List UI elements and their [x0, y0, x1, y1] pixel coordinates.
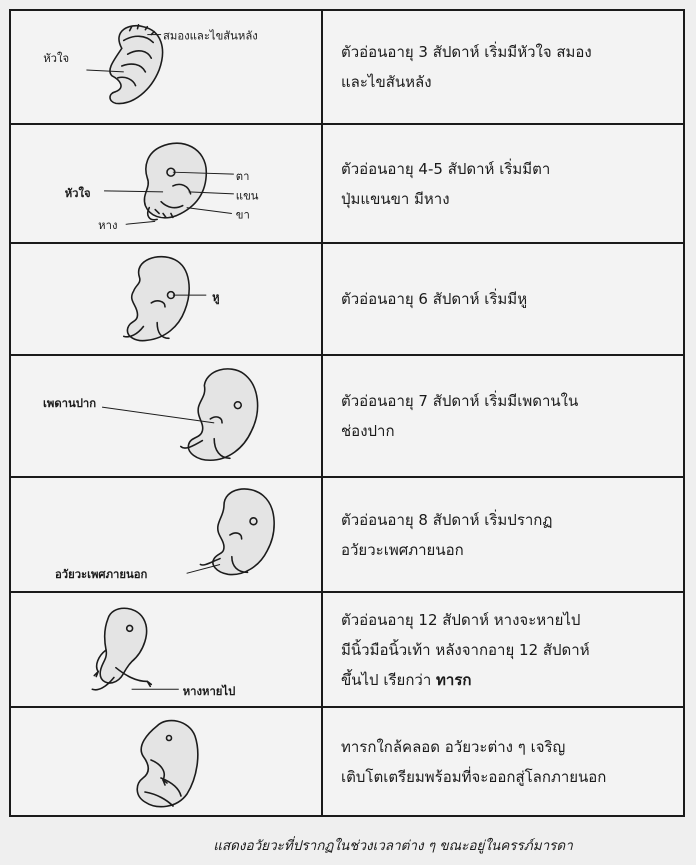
description-line: ตัวอ่อนอายุ 8 สัปดาห์ เริ่มปรากฏ	[341, 510, 553, 529]
table-row	[11, 244, 683, 356]
description-line: ปุ่มแขนขา มีหาง	[341, 189, 450, 208]
description-line: ตัวอ่อนอายุ 4-5 สัปดาห์ เริ่มมีตา	[341, 159, 551, 178]
leg-label: ขา	[235, 208, 250, 222]
row-description	[323, 478, 683, 591]
embryo-3-weeks-illustration	[11, 11, 321, 123]
description-line: และไขสันหลัง	[341, 73, 432, 91]
figure-caption: แสดงอวัยวะที่ปรากฏในช่วงเวลาต่าง ๆ ขณะอยู่ในครรภ์มารดา	[213, 838, 573, 854]
embryo-development-table	[9, 9, 685, 817]
table-row	[11, 11, 683, 125]
description-line: ช่องปาก	[341, 422, 395, 440]
description-line: ตัวอ่อนอายุ 7 สัปดาห์ เริ่มมีเพดานใน	[341, 392, 579, 410]
embryo-12-weeks-illustration	[11, 593, 321, 706]
heart-label: หัวใจ	[64, 186, 91, 200]
description-line: ทารกใกล้คลอด อวัยวะต่าง ๆ เจริญ	[341, 737, 566, 756]
row-description	[323, 593, 683, 706]
tail-disappears-label: หางหายไป	[182, 685, 236, 699]
heart-label: หัวใจ	[43, 52, 70, 66]
embryo-8-weeks-illustration	[11, 478, 321, 591]
description-text: ขึ้นไป เรียกว่า	[341, 670, 432, 689]
row-description	[323, 708, 683, 815]
table-row	[11, 356, 683, 478]
row-description	[323, 125, 683, 242]
arm-label: แขน	[235, 189, 259, 203]
row-description	[323, 356, 683, 476]
description-line: ตัวอ่อนอายุ 3 สัปดาห์ เริ่มมีหัวใจ สมอง	[341, 43, 592, 61]
spinal-cord-label: สมองและไขสันหลัง	[163, 29, 258, 43]
description-line	[341, 665, 683, 695]
genitals-label: อวัยวะเพศภายนอก	[54, 568, 148, 582]
table-row	[11, 125, 683, 244]
embryo-7-weeks-illustration	[11, 356, 321, 476]
row-description	[323, 244, 683, 354]
ear-label: หู	[212, 290, 220, 304]
description-line: มีนิ้วมือนิ้วเท้า หลังจากอายุ 12 สัปดาห์	[341, 640, 590, 659]
table-row	[11, 708, 683, 815]
fetus-near-birth-illustration	[11, 708, 321, 815]
tail-label: หาง	[98, 219, 118, 233]
row-description	[323, 11, 683, 123]
embryo-6-weeks-illustration	[11, 244, 321, 354]
description-line: เติบโตเตรียมพร้อมที่จะออกสู่โลกภายนอก	[341, 767, 607, 786]
table-row	[11, 593, 683, 708]
description-line: อวัยวะเพศภายนอก	[341, 540, 464, 559]
description-line: ตัวอ่อนอายุ 6 สัปดาห์ เริ่มมีหู	[341, 290, 528, 308]
table-row	[11, 478, 683, 593]
palate-label: เพดานปาก	[43, 397, 97, 411]
eye-label: ตา	[235, 170, 250, 184]
description-line: ตัวอ่อนอายุ 12 สัปดาห์ หางจะหายไป	[341, 610, 581, 629]
baby-term: ทารก	[436, 670, 472, 689]
embryo-4-5-weeks-illustration	[11, 125, 321, 242]
